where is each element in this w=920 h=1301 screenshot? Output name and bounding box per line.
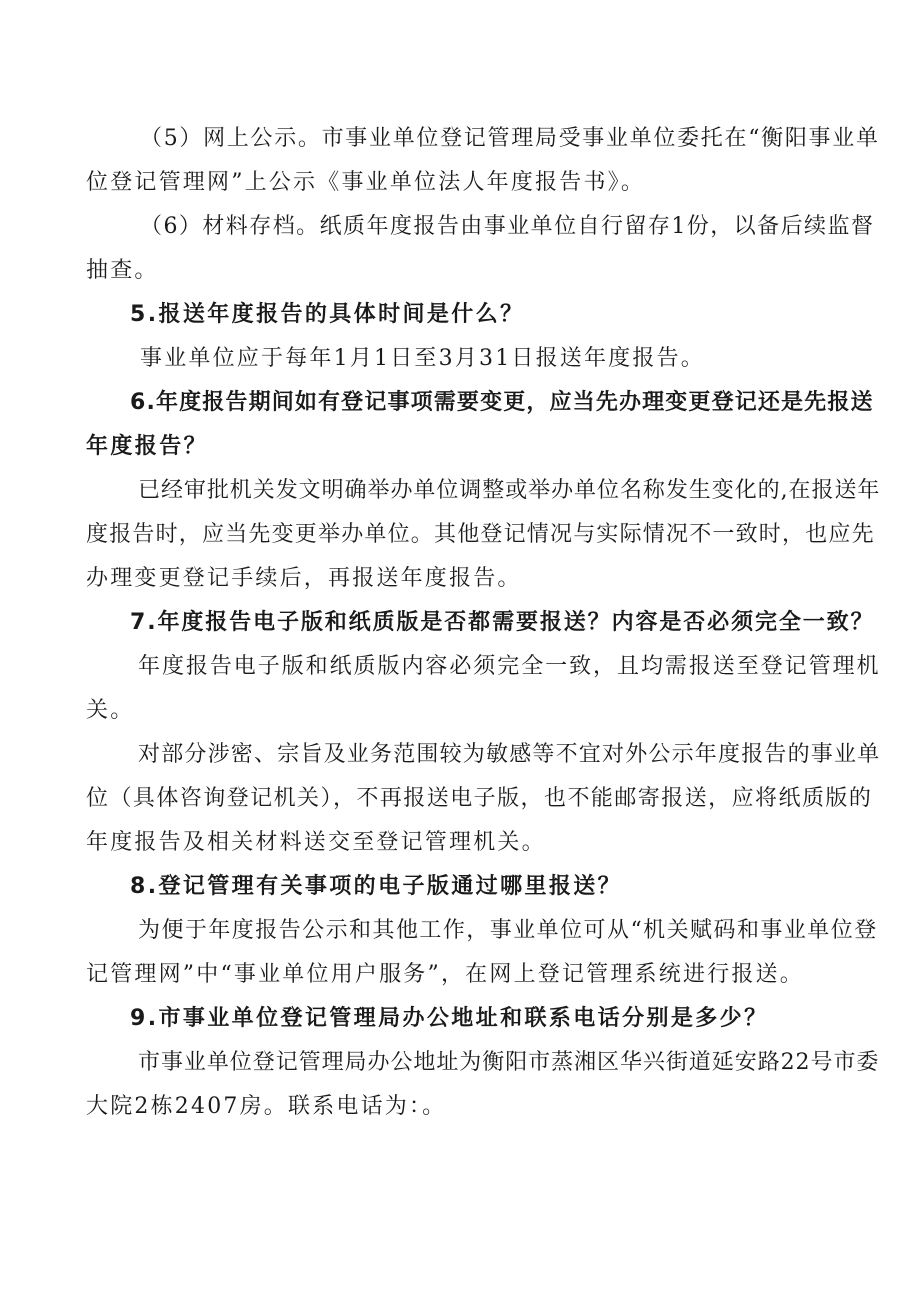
paragraph-line: 年度报告及相关材料送交至登记管理机关。: [86, 830, 546, 855]
paragraph-line: 办理变更登记手续后，再报送年度报告。: [86, 566, 522, 591]
paragraph-line: 位（具体咨询登记机关），不再报送电子版，也不能邮寄报送，应将纸质版的: [86, 786, 873, 811]
paragraph-line: 对部分涉密、宗旨及业务范围较为敏感等不宜对外公示年度报告的事业单: [138, 742, 881, 767]
paragraph-line: 大院2栋2407房。联系电话为：。: [86, 1094, 447, 1119]
question-heading: 5.报送年度报告的具体时间是什么？: [130, 302, 525, 327]
question-heading: 9.市事业单位登记管理局办公地址和联系电话分别是多少？: [130, 1006, 769, 1031]
question-heading: 年度报告？: [86, 434, 209, 459]
paragraph-line: 度报告时，应当先变更举办单位。其他登记情况与实际情况不一致时，也应先: [86, 522, 875, 547]
paragraph-line: 已经审批机关发文明确举办单位调整或举办单位名称发生变化的,在报送年: [138, 478, 881, 503]
paragraph-line: 位登记管理网”上公示《事业单位法人年度报告书》。: [86, 170, 646, 195]
paragraph-line: 市事业单位登记管理局办公地址为衡阳市蒸湘区华兴街道延安路22号市委: [138, 1050, 880, 1075]
paragraph-line: （6）材料存档。纸质年度报告由事业单位自行留存1份，以备后续监督: [140, 214, 875, 239]
paragraph-line: 年度报告电子版和纸质版内容必须完全一致，且均需报送至登记管理机: [138, 654, 881, 679]
question-heading: 7.年度报告电子版和纸质版是否都需要报送？内容是否必须完全一致？: [130, 610, 875, 635]
paragraph-line: 为便于年度报告公示和其他工作，事业单位可从“机关赋码和事业单位登: [138, 918, 878, 943]
paragraph-line: 关。: [86, 698, 135, 723]
paragraph-line: 记管理网”中“事业单位用户服务”，在网上登记管理系统进行报送。: [86, 962, 804, 987]
question-heading: 8.登记管理有关事项的电子版通过哪里报送？: [130, 874, 623, 899]
paragraph-line: 事业单位应于每年1月1日至3月31日报送年度报告。: [140, 346, 705, 371]
question-heading: 6.年度报告期间如有登记事项需要变更，应当先办理变更登记还是先报送: [130, 390, 874, 415]
paragraph-line: （5）网上公示。市事业单位登记管理局受事业单位委托在“衡阳事业单: [140, 126, 880, 151]
paragraph-line: 抽查。: [86, 258, 159, 283]
